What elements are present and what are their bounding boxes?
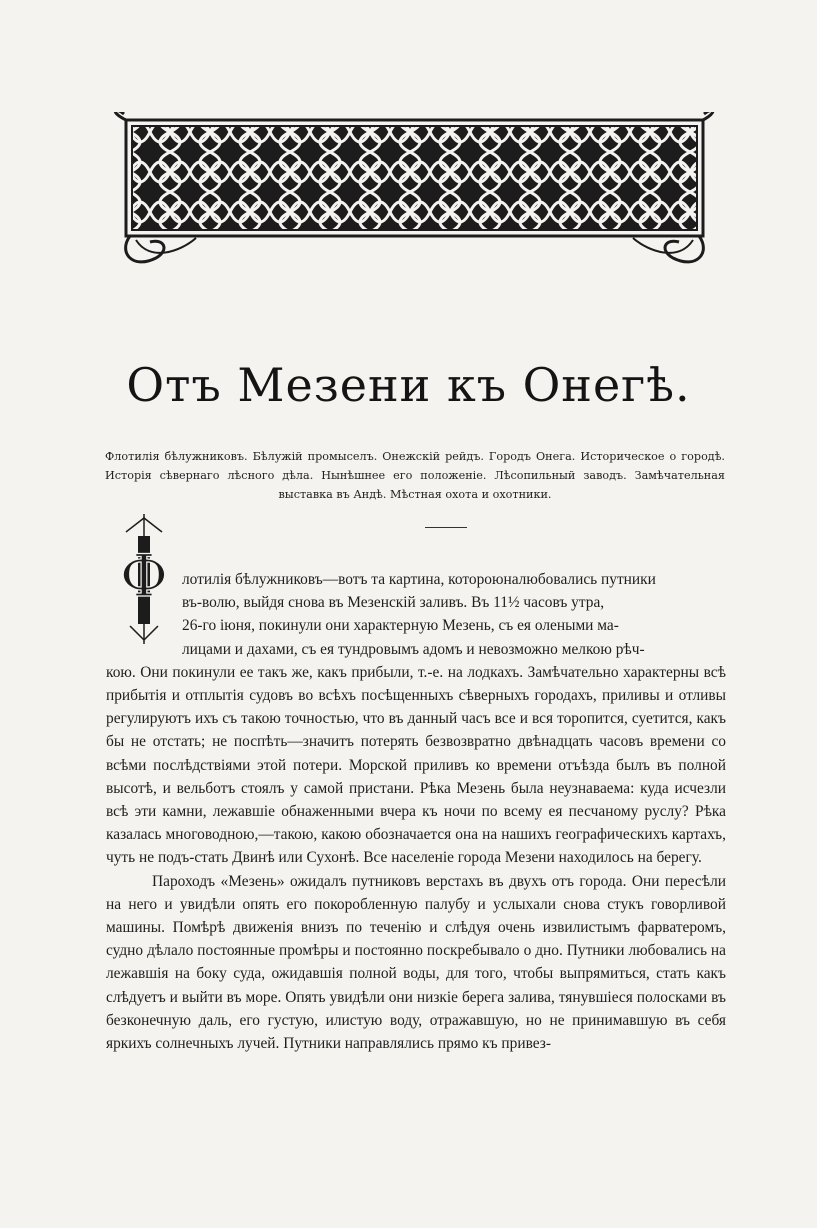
paragraph-1-rest: кою. Они покинули ее такъ же, какъ прибыли, т.-е. на лодкахъ. Замѣчательно характерны всѣ прибытія и отплытія судовъ во всѣхъ посѣщенныхъ сѣверныхъ городахъ, приливы и отливы регулируютъ ихъ съ такою точностью, что въ данный часъ все и вся торопится, суетится, какъ бы не отстать; не поспѣть—значитъ потерять безвозвратно двѣнадцать часовъ времени со всѣми послѣдствіями этой потери. Морской приливъ ко времени отъѣзда былъ въ полной высотѣ, и вельботъ стоялъ у самой пристани. Рѣка Мезень была неузнаваема: куда исчезли всѣ эти камни, лежавшіе обнаженными вчера къ ночи по всему ея песчаному руслу? Рѣка казалась многоводною,—такою, какою обозначается она на нашихъ географическихъ картахъ, чуть не подъ-стать Двинѣ или Сухонѣ. Все населеніе города Мезени находилось на берегу. — [106, 663, 726, 867]
paragraph-1-line-2: въ-волю, выйдя снова въ Мезенскій заливъ. Въ 11½ часовъ утра, — [182, 594, 605, 612]
paragraph-1-line-4: лицами и дахами, съ ея тундровымъ адомъ и невозможно мелкою рѣч- — [182, 640, 645, 658]
body-text — [106, 568, 726, 1055]
drop-cap-letter: Ф — [119, 542, 169, 610]
chapter-summary: Флотилія бѣлужниковъ. Бѣлужій промыселъ. Онежскій рейдъ. Городъ Онега. Историческое о городѣ. Исторія сѣвернаго лѣсного дѣла. Нынѣшнее его положеніе. Лѣсопильный заводъ. Замѣчательная выставка въ Андѣ. Мѣстная охота и охотники. — [105, 450, 725, 501]
section-divider — [425, 527, 467, 528]
paragraph-1-line-1: лотилія бѣлужниковъ—вотъ та картина, котороюналюбовались путники — [182, 571, 656, 588]
chapter-title: Отъ Мезени къ Онегѣ. — [126, 358, 691, 412]
paragraph-1-line-3: 26-го іюня, покинули они характерную Мезень, съ ея олеными ма- — [182, 617, 619, 635]
paragraph-2: Пароходъ «Мезень» ожидалъ путниковъ верстахъ въ двухъ отъ города. Они пересѣли на него и увидѣли опять его покоробленную палубу и услыхали снова стукъ говорливой машины. Помѣрѣ движенія внизъ по теченію и слѣдуя очень извилистымъ фарватеромъ, судно дѣлало постоянные промѣры и постоянно поскребывало о дно. Путники любовались на лежавшія на боку суда, ожидавшія полной воды, для того, чтобы выпрямиться, стать какъ слѣдуетъ и выйти въ море. Опять увидѣли они низкіе берега залива, тянувшіеся полосками въ безконечную даль, его густую, илистую воду, отражавшую, но не принимавшую въ себя яркихъ солнечныхъ лучей. Путники направлялись прямо къ привез- — [106, 872, 726, 1053]
ornamental-headpiece — [110, 112, 718, 272]
